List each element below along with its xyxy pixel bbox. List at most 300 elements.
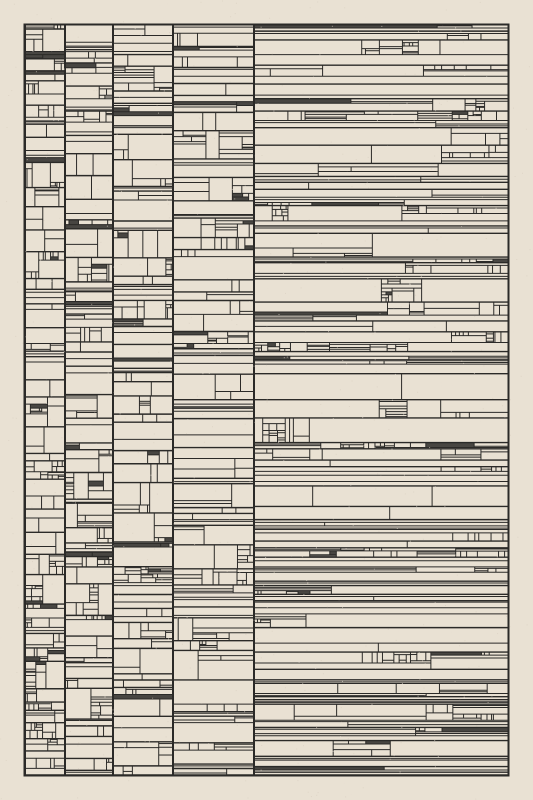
paper-grain [483, 365, 484, 366]
paper-grain [474, 316, 475, 317]
paper-grain [21, 251, 22, 252]
paper-grain [141, 289, 142, 290]
paper-grain [234, 58, 235, 59]
paper-grain [238, 347, 239, 348]
paper-grain [117, 134, 118, 135]
paper-grain [375, 488, 376, 489]
paper-grain [232, 0, 233, 1]
paper-grain [435, 766, 436, 767]
paper-grain [443, 336, 444, 337]
paper-grain [157, 749, 158, 750]
paper-grain [235, 13, 236, 14]
paper-grain [51, 642, 52, 643]
paper-grain [236, 324, 237, 325]
paper-grain [464, 75, 465, 76]
paper-grain [502, 405, 503, 406]
paper-grain [321, 508, 322, 509]
paper-grain [98, 189, 99, 190]
paper-grain [328, 179, 329, 180]
paper-grain [305, 330, 306, 331]
paper-grain [404, 209, 405, 210]
paper-grain [292, 521, 293, 522]
paper-grain [105, 697, 106, 698]
paper-grain [237, 496, 238, 497]
paper-grain [449, 178, 450, 179]
dark-band [232, 193, 242, 197]
paper-grain [100, 392, 101, 393]
paper-grain [357, 281, 358, 282]
paper-grain [330, 509, 331, 510]
paper-grain [47, 692, 48, 693]
paper-grain [488, 702, 489, 703]
paper-grain [474, 115, 475, 116]
paper-grain [486, 464, 487, 465]
paper-grain [132, 533, 133, 534]
paper-grain [268, 288, 269, 289]
paper-grain [266, 365, 267, 366]
paper-grain [11, 675, 12, 676]
paper-grain [468, 222, 469, 223]
paper-grain [263, 574, 264, 575]
paper-grain [417, 392, 418, 393]
paper-grain [182, 644, 183, 645]
paper-grain [325, 447, 326, 448]
paper-grain [431, 545, 432, 546]
paper-grain [485, 288, 486, 289]
paper-grain [49, 419, 50, 420]
paper-grain [93, 658, 94, 659]
paper-grain [116, 356, 117, 357]
paper-grain [140, 248, 141, 249]
paper-grain [34, 568, 35, 569]
paper-grain [486, 238, 487, 239]
paper-grain [111, 505, 112, 506]
paper-grain [458, 573, 459, 574]
paper-grain [109, 788, 110, 789]
paper-grain [53, 82, 54, 83]
paper-grain [323, 484, 324, 485]
paper-grain [413, 492, 414, 493]
paper-grain [169, 217, 170, 218]
paper-grain [404, 475, 405, 476]
paper-grain [297, 345, 298, 346]
paper-grain [409, 303, 410, 304]
paper-grain [391, 192, 392, 193]
paper-grain [208, 663, 209, 664]
paper-grain [267, 399, 268, 400]
paper-grain [26, 684, 27, 685]
paper-grain [258, 271, 259, 272]
paper-grain [212, 426, 213, 427]
paper-grain [318, 792, 319, 793]
paper-grain [52, 462, 53, 463]
paper-grain [53, 430, 54, 431]
paper-grain [414, 678, 415, 679]
paper-grain [303, 745, 304, 746]
dark-band [41, 604, 57, 608]
paper-grain [57, 16, 58, 17]
paper-grain [20, 130, 21, 131]
paper-grain [158, 113, 159, 114]
paper-grain [79, 721, 80, 722]
paper-grain [102, 629, 103, 630]
paper-grain [127, 487, 128, 488]
paper-grain [461, 226, 462, 227]
paper-grain [428, 475, 429, 476]
paper-grain [0, 92, 1, 93]
paper-grain [513, 108, 514, 109]
paper-grain [245, 186, 246, 187]
paper-grain [250, 481, 251, 482]
paper-grain [395, 177, 396, 178]
paper-grain [441, 382, 442, 383]
dark-band [330, 551, 337, 555]
paper-grain [216, 183, 217, 184]
paper-grain [197, 396, 198, 397]
paper-grain [140, 264, 141, 265]
paper-grain [498, 689, 499, 690]
paper-grain [341, 707, 342, 708]
dark-band [113, 543, 161, 547]
paper-grain [242, 388, 243, 389]
paper-grain [32, 501, 33, 502]
paper-grain [396, 196, 397, 197]
paper-grain [257, 638, 258, 639]
paper-grain [296, 749, 297, 750]
paper-grain [316, 727, 317, 728]
paper-grain [33, 51, 34, 52]
paper-grain [333, 518, 334, 519]
paper-grain [168, 638, 169, 639]
paper-grain [476, 536, 477, 537]
paper-grain [13, 418, 14, 419]
paper-grain [380, 476, 381, 477]
paper-grain [513, 332, 514, 333]
paper-grain [200, 448, 201, 449]
paper-grain [402, 683, 403, 684]
dark-band [187, 344, 194, 348]
paper-grain [521, 376, 522, 377]
paper-grain [415, 419, 416, 420]
paper-grain [417, 265, 418, 266]
paper-grain [227, 666, 228, 667]
paper-grain [303, 94, 304, 95]
paper-grain [248, 798, 249, 799]
dark-band [25, 55, 43, 58]
paper-grain [157, 378, 158, 379]
paper-grain [392, 400, 393, 401]
paper-grain [524, 16, 525, 17]
paper-grain [418, 203, 419, 204]
paper-grain [451, 339, 452, 340]
dark-band [173, 102, 237, 105]
paper-grain [388, 629, 389, 630]
paper-grain [12, 571, 13, 572]
paper-grain [352, 381, 353, 382]
paper-grain [502, 249, 503, 250]
paper-grain [487, 454, 488, 455]
paper-grain [161, 559, 162, 560]
paper-grain [114, 708, 115, 709]
paper-grain [46, 378, 47, 379]
paper-grain [491, 696, 492, 697]
paper-grain [278, 489, 279, 490]
paper-grain [459, 698, 460, 699]
paper-grain [124, 745, 125, 746]
paper-grain [444, 506, 445, 507]
paper-grain [315, 668, 316, 669]
paper-grain [356, 159, 357, 160]
paper-grain [170, 361, 171, 362]
paper-grain [46, 403, 47, 404]
paper-grain [298, 333, 299, 334]
paper-grain [375, 447, 376, 448]
paper-grain [55, 395, 56, 396]
paper-grain [359, 609, 360, 610]
paper-grain [319, 54, 320, 55]
paper-grain [331, 142, 332, 143]
paper-grain [401, 742, 402, 743]
paper-grain [340, 389, 341, 390]
paper-grain [468, 667, 469, 668]
paper-grain [258, 103, 259, 104]
paper-grain [506, 616, 507, 617]
paper-grain [36, 71, 37, 72]
paper-grain [451, 351, 452, 352]
paper-grain [216, 710, 217, 711]
paper-grain [346, 19, 347, 20]
paper-grain [515, 785, 516, 786]
paper-grain [141, 35, 142, 36]
paper-grain [75, 114, 76, 115]
dark-band [88, 481, 103, 486]
paper-grain [64, 351, 65, 352]
paper-grain [19, 757, 20, 758]
paper-grain [342, 360, 343, 361]
paper-grain [13, 533, 14, 534]
paper-grain [157, 494, 158, 495]
paper-grain [344, 783, 345, 784]
dark-band [254, 767, 384, 770]
paper-grain [160, 418, 161, 419]
paper-grain [6, 760, 7, 761]
paper-grain [245, 780, 246, 781]
paper-grain [119, 190, 120, 191]
paper-grain [428, 440, 429, 441]
paper-grain [448, 115, 449, 116]
dark-band [113, 108, 129, 112]
paper-grain [529, 676, 530, 677]
paper-grain [372, 704, 373, 705]
paper-grain [310, 7, 311, 8]
paper-grain [425, 663, 426, 664]
paper-grain [21, 603, 22, 604]
paper-grain [477, 482, 478, 483]
paper-grain [176, 294, 177, 295]
paper-grain [261, 770, 262, 771]
paper-grain [140, 795, 141, 796]
paper-grain [197, 213, 198, 214]
paper-grain [417, 691, 418, 692]
dark-band [65, 445, 79, 450]
paper-grain [254, 620, 255, 621]
paper-grain [206, 538, 207, 539]
paper-grain [389, 105, 390, 106]
paper-grain [148, 366, 149, 367]
paper-grain [69, 587, 70, 588]
paper-grain [469, 716, 470, 717]
paper-grain [29, 626, 30, 627]
paper-grain [403, 205, 404, 206]
paper-grain [21, 431, 22, 432]
paper-grain [207, 753, 208, 754]
paper-grain [455, 555, 456, 556]
paper-grain [431, 261, 432, 262]
paper-grain [222, 143, 223, 144]
paper-grain [85, 163, 86, 164]
paper-grain [336, 454, 337, 455]
paper-grain [359, 82, 360, 83]
paper-grain [517, 502, 518, 503]
paper-grain [168, 721, 169, 722]
paper-grain [45, 3, 46, 4]
paper-grain [77, 60, 78, 61]
paper-grain [124, 747, 125, 748]
paper-grain [59, 106, 60, 107]
paper-grain [13, 491, 14, 492]
paper-grain [341, 722, 342, 723]
paper-grain [225, 528, 226, 529]
paper-grain [16, 418, 17, 419]
dark-band [366, 741, 391, 745]
paper-grain [53, 784, 54, 785]
paper-grain [364, 445, 365, 446]
paper-grain [236, 690, 237, 691]
paper-grain [158, 603, 159, 604]
paper-grain [434, 740, 435, 741]
paper-grain [286, 186, 287, 187]
paper-grain [435, 322, 436, 323]
paper-grain [147, 559, 148, 560]
paper-grain [53, 120, 54, 121]
paper-grain [78, 742, 79, 743]
paper-grain [31, 507, 32, 508]
paper-grain [165, 356, 166, 357]
paper-grain [51, 50, 52, 51]
paper-grain [52, 584, 53, 585]
paper-grain [37, 14, 38, 15]
paper-grain [430, 480, 431, 481]
paper-grain [350, 690, 351, 691]
paper-grain [128, 780, 129, 781]
paper-grain [530, 689, 531, 690]
paper-grain [203, 190, 204, 191]
paper-grain [421, 791, 422, 792]
paper-grain [304, 690, 305, 691]
paper-grain [48, 283, 49, 284]
paper-grain [100, 242, 101, 243]
paper-grain [349, 506, 350, 507]
dark-band [148, 569, 160, 572]
paper-grain [95, 205, 96, 206]
paper-grain [431, 168, 432, 169]
paper-grain [262, 239, 263, 240]
paper-grain [125, 418, 126, 419]
paper-grain [440, 237, 441, 238]
paper-grain [216, 566, 217, 567]
paper-grain [525, 203, 526, 204]
paper-grain [529, 81, 530, 82]
paper-grain [42, 186, 43, 187]
paper-grain [530, 292, 531, 293]
paper-grain [106, 437, 107, 438]
paper-grain [96, 548, 97, 549]
paper-grain [285, 293, 286, 294]
paper-grain [113, 709, 114, 710]
paper-grain [388, 429, 389, 430]
paper-grain [333, 751, 334, 752]
paper-grain [431, 153, 432, 154]
paper-grain [70, 485, 71, 486]
paper-grain [215, 356, 216, 357]
paper-grain [198, 278, 199, 279]
dark-band [25, 601, 43, 604]
paper-grain [418, 696, 419, 697]
paper-grain [283, 460, 284, 461]
paper-grain [350, 794, 351, 795]
paper-grain [181, 611, 182, 612]
paper-grain [175, 488, 176, 489]
paper-grain [14, 4, 15, 5]
paper-grain [390, 759, 391, 760]
paper-grain [108, 456, 109, 457]
paper-grain [236, 560, 237, 561]
paper-grain [377, 473, 378, 474]
paper-grain [235, 586, 236, 587]
paper-grain [214, 138, 215, 139]
paper-grain [113, 713, 114, 714]
paper-grain [10, 426, 11, 427]
paper-grain [249, 272, 250, 273]
paper-grain [120, 413, 121, 414]
paper-grain [66, 197, 67, 198]
paper-grain [393, 307, 394, 308]
paper-grain [387, 254, 388, 255]
paper-grain [521, 86, 522, 87]
paper-grain [220, 352, 221, 353]
paper-grain [504, 417, 505, 418]
paper-grain [229, 518, 230, 519]
paper-grain [123, 546, 124, 547]
paper-grain [90, 425, 91, 426]
paper-grain [166, 420, 167, 421]
dark-band [118, 233, 128, 238]
paper-grain [407, 103, 408, 104]
paper-grain [124, 313, 125, 314]
paper-grain [59, 218, 60, 219]
dark-band [43, 55, 65, 59]
paper-grain [12, 773, 13, 774]
dark-band [148, 451, 160, 455]
paper-grain [435, 602, 436, 603]
paper-grain [347, 170, 348, 171]
paper-grain [431, 748, 432, 749]
paper-grain [452, 385, 453, 386]
paper-grain [321, 243, 322, 244]
paper-grain [342, 681, 343, 682]
paper-grain [164, 461, 165, 462]
paper-grain [323, 673, 324, 674]
